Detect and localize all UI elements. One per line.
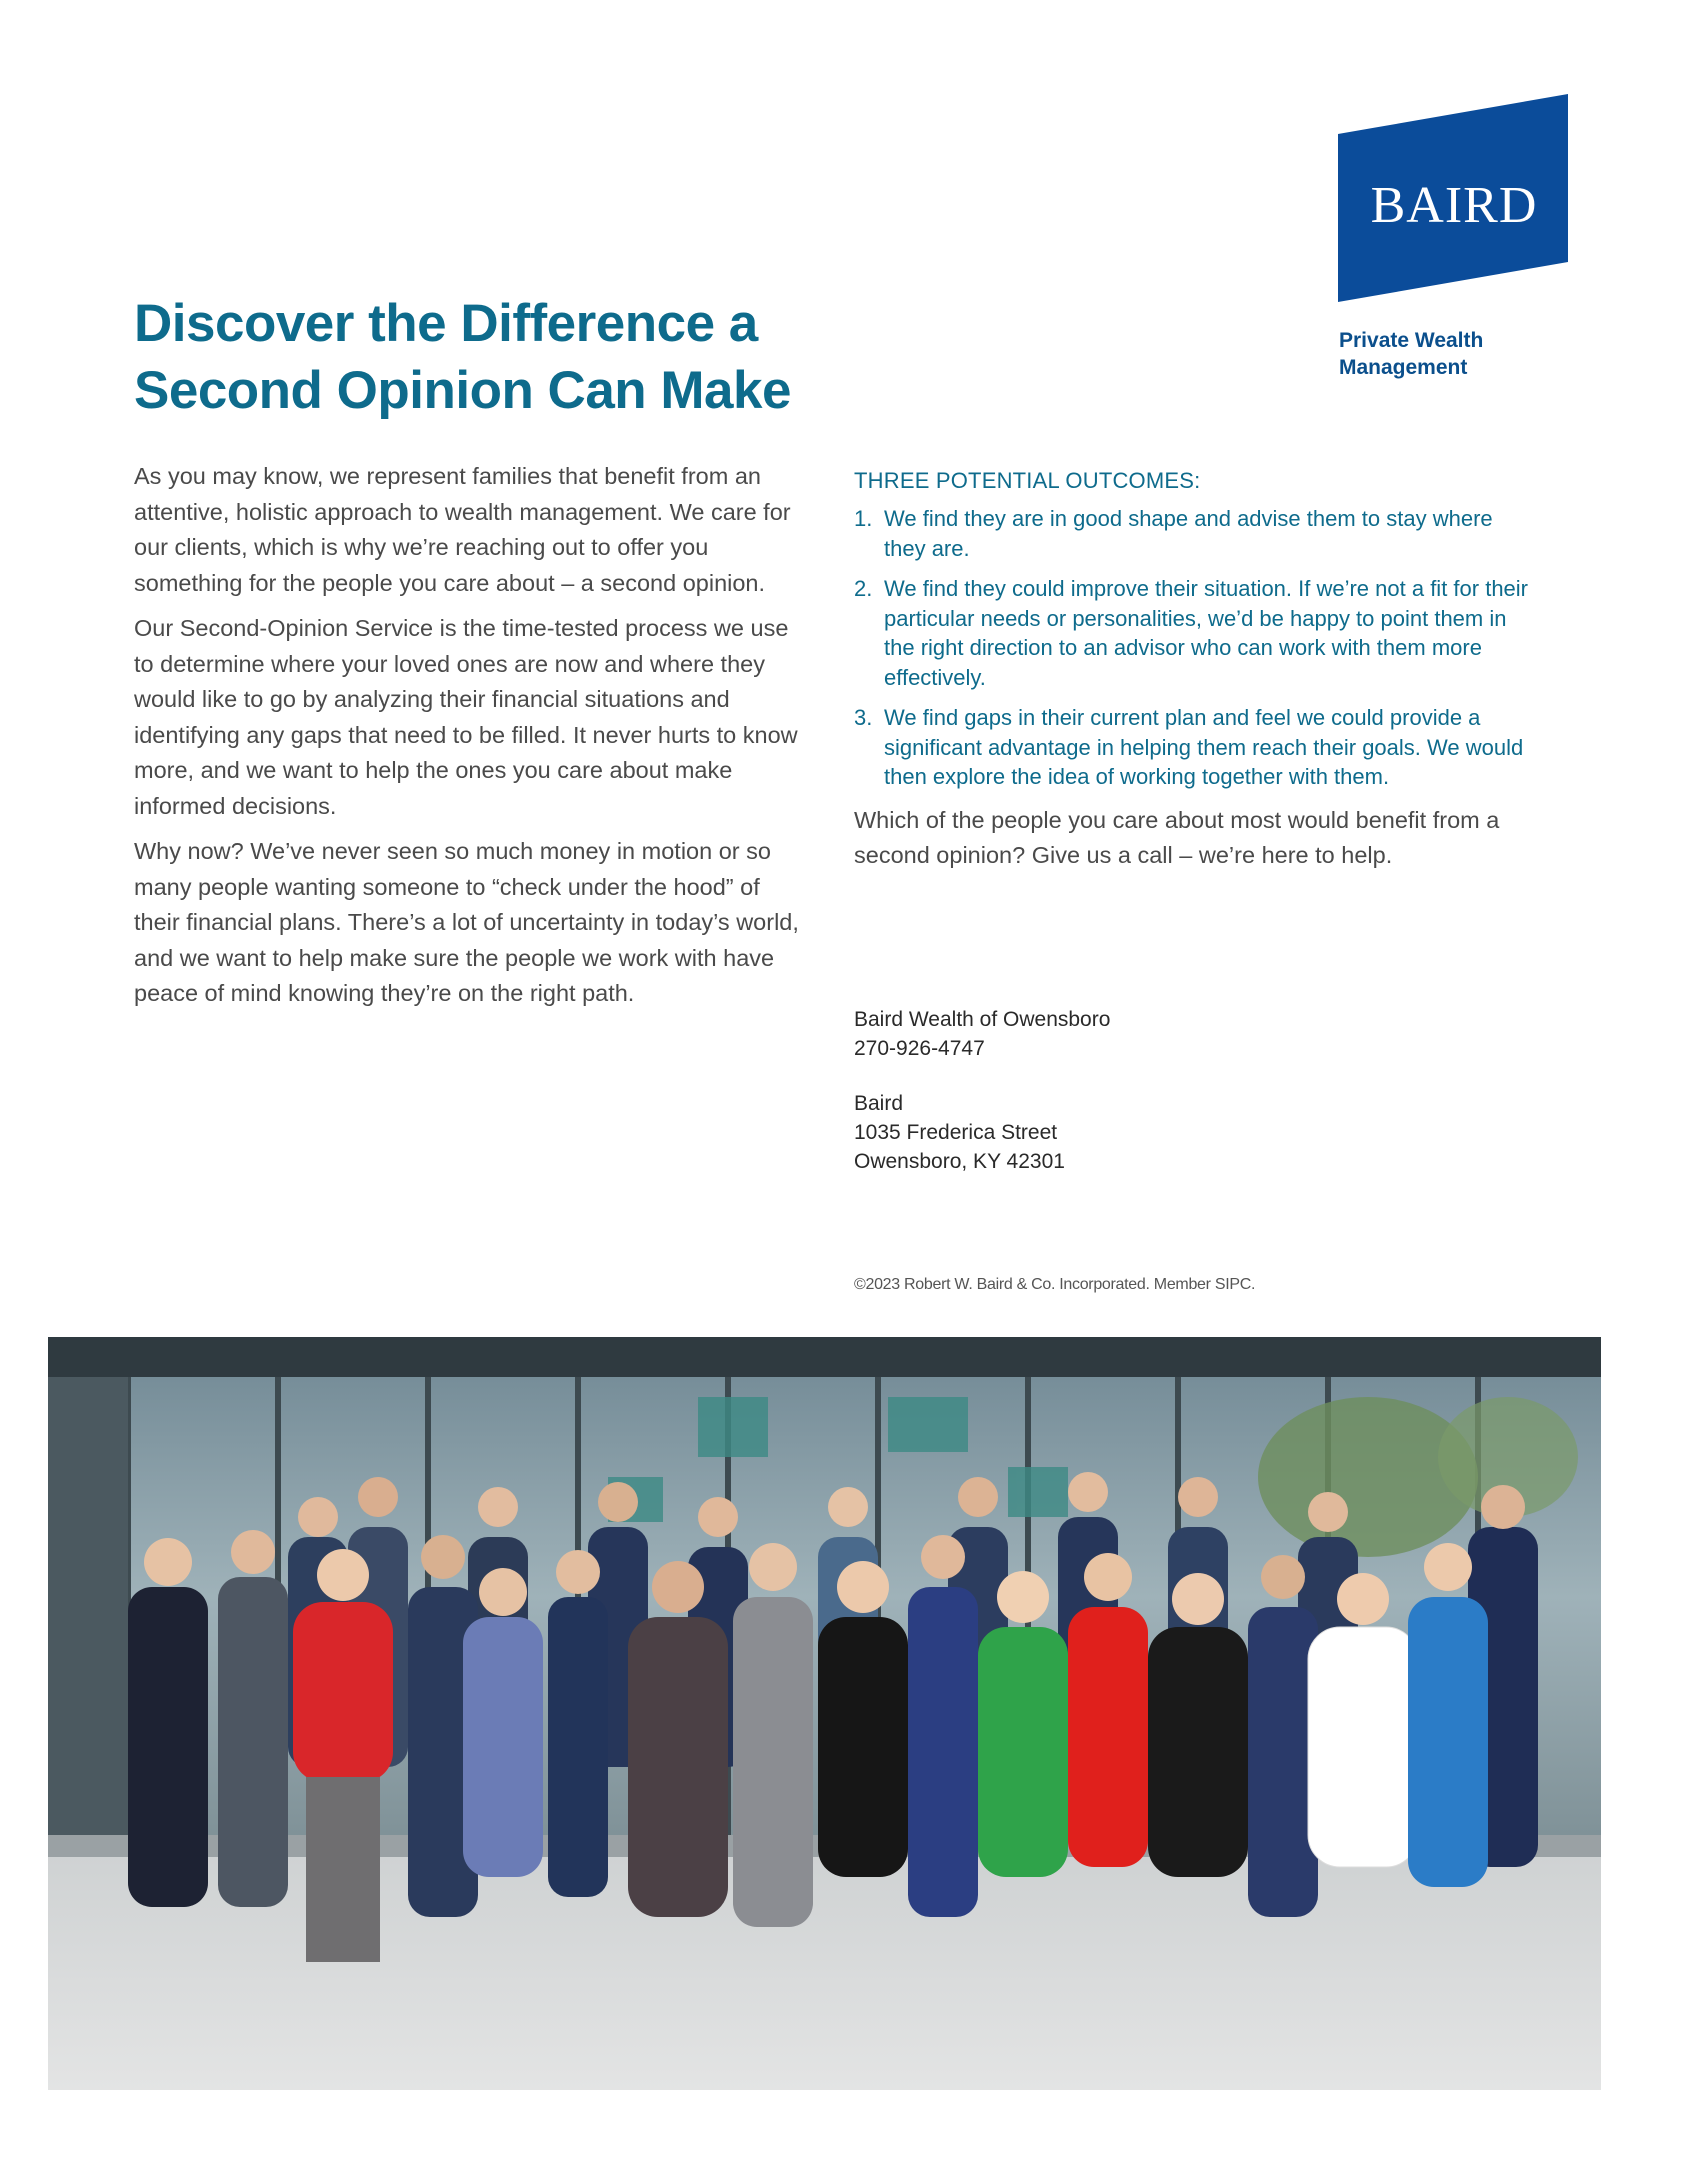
page-title-line1: Discover the Difference a — [134, 294, 758, 353]
closing-paragraph: Which of the people you care about most would benefit from a second opinion? Give us a call – we’re here to help. — [854, 806, 1500, 868]
intro-column — [134, 459, 810, 1022]
outcome-number: 1. — [854, 506, 873, 531]
logo-subtitle-line1: Private Wealth — [1339, 329, 1484, 352]
outcome-text: We find they are in good shape and advise them to stay where they are. — [884, 506, 1493, 561]
baird-logo-text: BAIRD — [1370, 177, 1538, 234]
outcome-number: 2. — [854, 576, 873, 601]
team-photo-illustration — [48, 1337, 1601, 2090]
intro-paragraph: As you may know, we represent families that benefit from an attentive, holistic approach to wealth management. We care for our clients, which is why we’re reaching out to offer you something for the people you care about – a second opinion. — [134, 463, 791, 596]
street-address: 1035 Frederica Street — [854, 1121, 1058, 1144]
baird-logo — [1338, 94, 1568, 302]
baird-logo-mark — [1338, 94, 1568, 302]
logo-subtitle — [1339, 327, 1599, 381]
outcome-text: We find gaps in their current plan and feel we could provide a significant advantage in helping them reach their goals. We would then explore the idea of working together with them. — [884, 705, 1524, 789]
page-title-line2: Second Opinion Can Make — [134, 361, 791, 420]
copyright-notice: ©2023 Robert W. Baird & Co. Incorporated. Member SIPC. — [854, 1276, 1256, 1293]
outcomes-heading: THREE POTENTIAL OUTCOMES: — [854, 468, 1201, 493]
contact-block — [854, 1005, 1354, 1176]
team-photo — [48, 1337, 1601, 2090]
outcome-item — [854, 504, 1534, 563]
team-name: Baird Wealth of Owensboro — [854, 1008, 1111, 1031]
outcome-item — [854, 703, 1534, 792]
outcome-text: We find they could improve their situation. If we’re not a fit for their particular needs or personalities, we’d be happy to point them in the right direction to an advisor who can work with them more effectively. — [884, 576, 1529, 690]
outcomes-column — [854, 466, 1534, 874]
outcome-number: 3. — [854, 705, 873, 730]
city-state-zip: Owensboro, KY 42301 — [854, 1150, 1065, 1173]
logo-subtitle-line2: Management — [1339, 356, 1468, 379]
outcomes-list — [854, 504, 1534, 792]
company-name: Baird — [854, 1092, 904, 1115]
outcome-item — [854, 574, 1534, 692]
intro-paragraph: Why now? We’ve never seen so much money in motion or so many people wanting someone to “check under the hood” of their financial plans. There’s a lot of uncertainty in today’s world, and we want to help make sure the people we work with have peace of mind knowing they’re on the right path. — [134, 838, 799, 1006]
page-title — [134, 290, 894, 424]
phone-number: 270-926-4747 — [854, 1037, 985, 1060]
intro-paragraph: Our Second-Opinion Service is the time-tested process we use to determine where your loved ones are now and where they would like to go by analyzing their financial situations and identifying any gaps that need to be filled. It never hurts to know more, and we want to help the ones you care about make informed decisions. — [134, 615, 798, 819]
